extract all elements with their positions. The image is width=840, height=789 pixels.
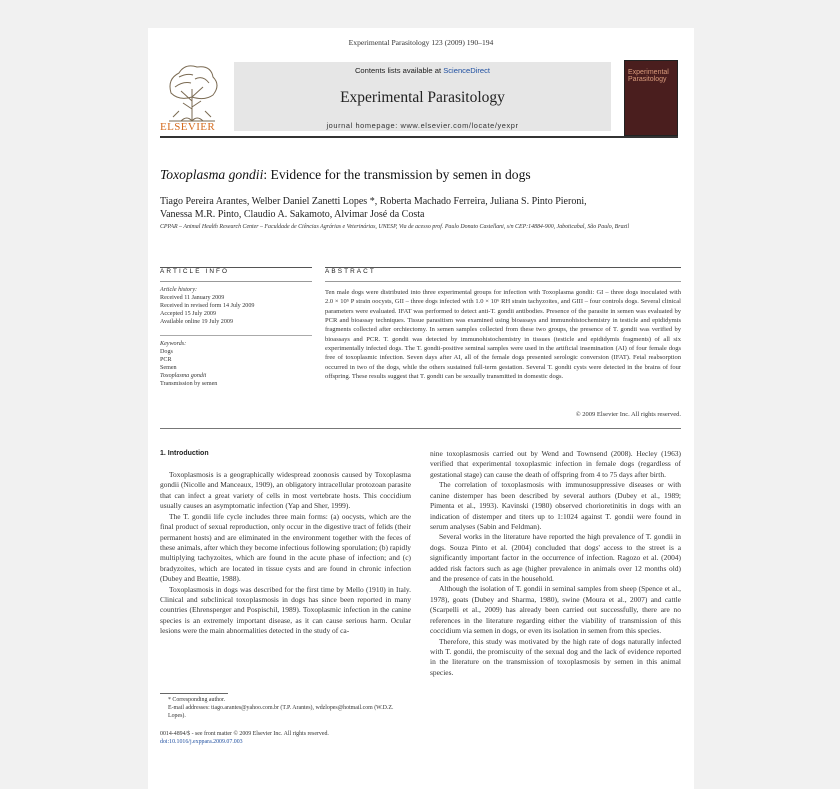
issn-line: 0014-4894/$ - see front matter © 2009 Elsevier Inc. All rights reserved. [160, 731, 329, 737]
article-info-subrule [160, 281, 312, 282]
paragraph: Toxoplasmosis is a geographically widespread zoonosis caused by Toxoplasma gondii (Nicolle and Manceaux, 1909), an obligatory intracellular protozoan parasite that can infect a great variety of cells in most vertebrate hosts. This coccidium usually causes an asymptomatic infection (Yap and Sher, 1999). [160, 470, 411, 511]
contents-line [234, 66, 611, 75]
cover-title: Experimental Parasitology [628, 69, 669, 83]
history-item: Received 11 January 2009 [160, 294, 225, 301]
abstract-text: Ten male dogs were distributed into three experimental groups for infection with Toxoplasma gondii: GI – three dogs inoculated with 2.0 × 10⁵ P strain oocysts, GII – three dogs infected with 1.0 × 10⁶ RH strain tachyzoites, and GIII – four controls dogs. Several clinical parameters were evaluated. IFAT was performed to detect anti-T. gondii antibodies. Presence of the parasite in semen was evaluated by PCR and bioassay techniques. Tissue parasitism was examined using bioassays and immunohistochemistry in testicle and epididymis fragments collected after orchiectomy. In semen samples collected from these two groups, the presence of T. gondii was verified by bioassays and PCR. T. gondii was detected by immunohistochemistry in tissues (testicle and epididymis fragments) of all six experimentally infected dogs. The T. gondii-positive seminal samples were used in the artificial insemination (AI) of four female dogs free of toxoplasmic infection. Seven days after AI, all of the female dogs presented serologic conversion (IFAT). Fetal reabsorption occurred in two of the dogs, while the others sustained full-term gestation. Several T. gondii cysts were detected in the brains of four offspring. These results suggest that T. gondii can be sexually transmitted in domestic dogs. [325, 289, 681, 381]
authors-line-1: Tiago Pereira Arantes, Welber Daniel Zanetti Lopes *, Roberta Machado Ferreira, Juliana S. Pinto Pieroni, [160, 196, 587, 207]
abstract-heading: ABSTRACT [325, 268, 376, 275]
journal-reference: Experimental Parasitology 123 (2009) 190–194 [348, 38, 494, 47]
paragraph: Several works in the literature have reported the high prevalence of T. gondii in dogs. Souza Pinto et al. (2004) concluded that dogs' access to the street is a significantly important factor in the occurrence of infection. Ragozo et al. (2004) added risk factors such as age (higher prevalence in animals over 12 months old) and the presence of cats in the household. [430, 532, 681, 584]
paper-page [148, 28, 694, 789]
author-list [160, 195, 685, 221]
keywords-label: Keywords: [160, 341, 187, 347]
paper-title-rest: : Evidence for the transmission by semen in dogs [263, 167, 531, 182]
keywords [160, 341, 310, 388]
abstract-rule [325, 267, 681, 268]
paragraph: The T. gondii life cycle includes three main forms: (a) oocysts, which are the final product of sexual reproduction, only occur in the digestive tract of felids (their permanent hosts) and are eliminated in the environment together with the feces of these animals, after which they become infectious following sporulation; (b) rapidly multiplying tachyzoites, which are found in the acute phase of infection; and (c) bradyzoites, which are located in tissue cysts and are found in chronic infection (Dubey and Beattie, 1988). [160, 511, 411, 584]
doi-link[interactable]: doi:10.1016/j.exppara.2009.07.003 [160, 738, 243, 745]
keyword: Toxoplasma gondii [160, 372, 207, 379]
keyword: Transmission by semen [160, 380, 218, 387]
paragraph: Although the isolation of T. gondii in seminal samples from sheep (Spence et al., 1978), goats (Dubey and Sharma, 1980), swine (Moura et al., 2007) and cattle (Scarpelli et al., 2009) has already been carried out successfully, there are no references in the literature regarding either the viability of transmission of this coccidium via semen in dogs, or even its isolation in semen from this species. [430, 584, 681, 636]
paragraph: The correlation of toxoplasmosis with immunosuppressive diseases or with canine distemper has been described by several authors (Dubey et al., 1989; Pimenta et al., 1993). Kavinski (1980) observed chorioretinitis in dogs with an indication of distemper and titers up to 1:1024 against T. gondii were found in serum analyses (Sabin and Feldman). [430, 480, 681, 531]
footnote-email: E-mail addresses: tiago.arantes@yahoo.com.br (T.P. Arantes), wdzlopes@hotmail.com (W.D.Z. Lopes). [168, 704, 394, 719]
history-label: Article history: [160, 287, 198, 293]
footnote-rule [160, 693, 228, 694]
section-heading: 1. Introduction [160, 450, 209, 457]
body-rule [160, 428, 681, 429]
header-rule [160, 136, 678, 138]
keyword: PCR [160, 356, 172, 363]
keyword: Dogs [160, 348, 173, 355]
history-item: Accepted 15 July 2009 [160, 310, 217, 317]
paper-title-italic: Toxoplasma gondii [160, 167, 264, 182]
keyword: Semen [160, 364, 177, 371]
contents-prefix: Contents lists available at [354, 66, 442, 75]
paper-title [160, 167, 531, 183]
abstract-subrule [325, 281, 681, 282]
history-item: Received in revised form 14 July 2009 [160, 302, 255, 309]
affiliation: CPPAR – Animal Health Research Center – Faculdade de Ciências Agrárias e Veterinárias, UNESP, Via de acesso prof. Paulo Donato Castellani, s/n CEP:14884-900, Jaboticabal, São Paulo, Brazil [160, 224, 630, 230]
body-column-left [160, 470, 411, 637]
paragraph: Toxoplasmosis in dogs was described for the first time by Mello (1910) in Italy. Clinical and subclinical toxoplasmosis in dogs has since been reported in many countries (Ehrensperger and Pospischil, 1989). Toxoplasmic infection in the canine species is an extremely important disease, as it can cause serious harm. Ocular lesions were the main abnormalities detected in the study of ca- [160, 584, 411, 636]
journal-homepage[interactable]: journal homepage: www.elsevier.com/locate/yexpr [326, 121, 519, 130]
article-info-heading: ARTICLE INFO [160, 268, 230, 275]
article-history [160, 287, 310, 327]
journal-cover-thumbnail [624, 60, 678, 136]
journal-header-box [234, 62, 611, 131]
journal-title: Experimental Parasitology [340, 89, 505, 106]
history-item: Available online 19 July 2009 [160, 318, 233, 325]
paragraph: Therefore, this study was motivated by the high rate of dogs naturally infected with T. gondii, the promiscuity of the sexual dog and the lack of evidence reported in the literature on the transmission of toxoplasmosis by semen in this animal species. [430, 636, 681, 677]
authors-line-2: Vanessa M.R. Pinto, Claudio A. Sakamoto, Alvimar José da Costa [160, 209, 425, 220]
paragraph: nine toxoplasmosis carried out by Wend and Townsend (2008). Hecley (1963) verified that experimental toxoplasmic infection in female dogs (regardless of gestational stage) can cause the death of offspring from 4 to 75 days after birth. [430, 449, 681, 479]
body-column-right [430, 449, 681, 678]
keywords-rule [160, 335, 312, 336]
publisher-logo-text: ELSEVIER [160, 121, 216, 133]
footnotes [160, 697, 412, 720]
abstract-copyright: © 2009 Elsevier Inc. All rights reserved. [575, 411, 681, 418]
sciencedirect-link[interactable]: ScienceDirect [443, 66, 491, 75]
footnote-corresponding: * Corresponding author. [168, 697, 226, 703]
publication-info [160, 731, 460, 747]
